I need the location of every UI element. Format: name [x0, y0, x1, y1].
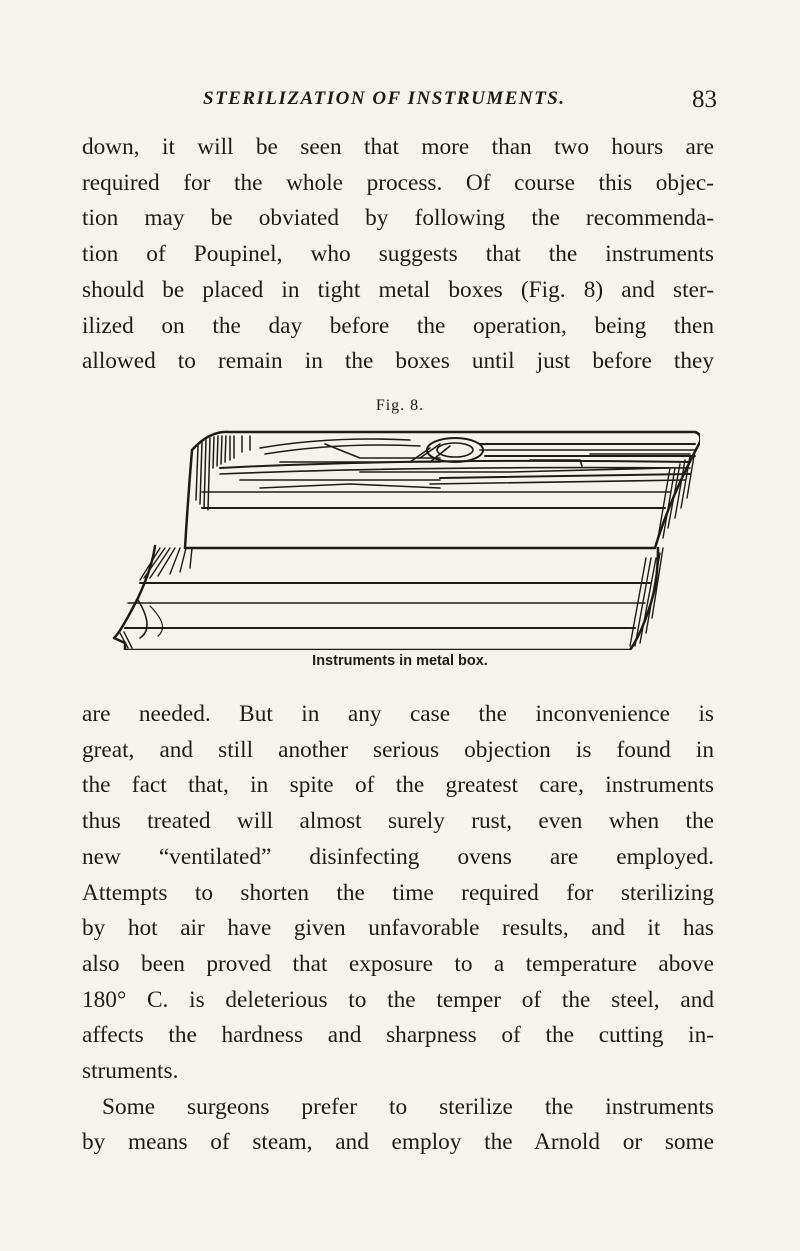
text-line: tion of Poupinel, who suggests that the instruments — [82, 241, 714, 268]
text-line: new “ventilated” disinfecting ovens are employed. — [82, 843, 714, 870]
text-line: affects the hardness and sharpness of the cutting in- — [82, 1022, 714, 1049]
text-line: allowed to remain in the boxes until just before they — [82, 348, 714, 375]
page-number: 83 — [692, 86, 717, 113]
lower-box-left-hatching — [120, 548, 192, 648]
text-line: by means of steam, and employ the Arnold or some — [82, 1129, 714, 1156]
text-line: Attempts to shorten the time required for sterilizing — [82, 879, 714, 906]
text-line: Some surgeons prefer to sterilize the instruments — [102, 1093, 714, 1120]
lower-box-right-hatching — [630, 548, 663, 646]
text-line: by hot air have given unfavorable results, and it has — [82, 915, 714, 942]
text-line: 180° C. is deleterious to the temper of the steel, and — [82, 986, 714, 1013]
running-title: STERILIZATION OF INSTRUMENTS. — [203, 88, 566, 109]
text-line: also been proved that exposure to a temperature above — [82, 950, 714, 977]
text-line: ilized on the day before the operation, being then — [82, 312, 714, 339]
paragraph-2 — [82, 697, 714, 1161]
text-line: required for the whole process. Of course this objec- — [82, 169, 714, 196]
running-head — [0, 88, 800, 118]
lower-box — [114, 546, 658, 650]
figure-label: Fig. 8. — [375, 397, 425, 414]
figure-caption: Instruments in metal box. — [312, 653, 488, 669]
text-line: tion may be obviated by following the recommenda- — [82, 205, 714, 232]
text-line: thus treated will almost surely rust, even when the — [82, 808, 714, 835]
text-line: should be placed in tight metal boxes (Fig. 8) and ster- — [82, 276, 714, 303]
text-line: great, and still another serious objection is found in — [82, 736, 714, 763]
paragraph-1 — [82, 130, 714, 380]
text-line: the fact that, in spite of the greatest care, instruments — [82, 772, 714, 799]
metal-box-illustration — [110, 428, 700, 650]
text-line: struments. — [82, 1058, 179, 1085]
instruments-upper — [220, 438, 695, 488]
text-line: down, it will be seen that more than two hours are — [82, 134, 714, 160]
text-line: are needed. But in any case the inconvenience is — [82, 701, 714, 727]
